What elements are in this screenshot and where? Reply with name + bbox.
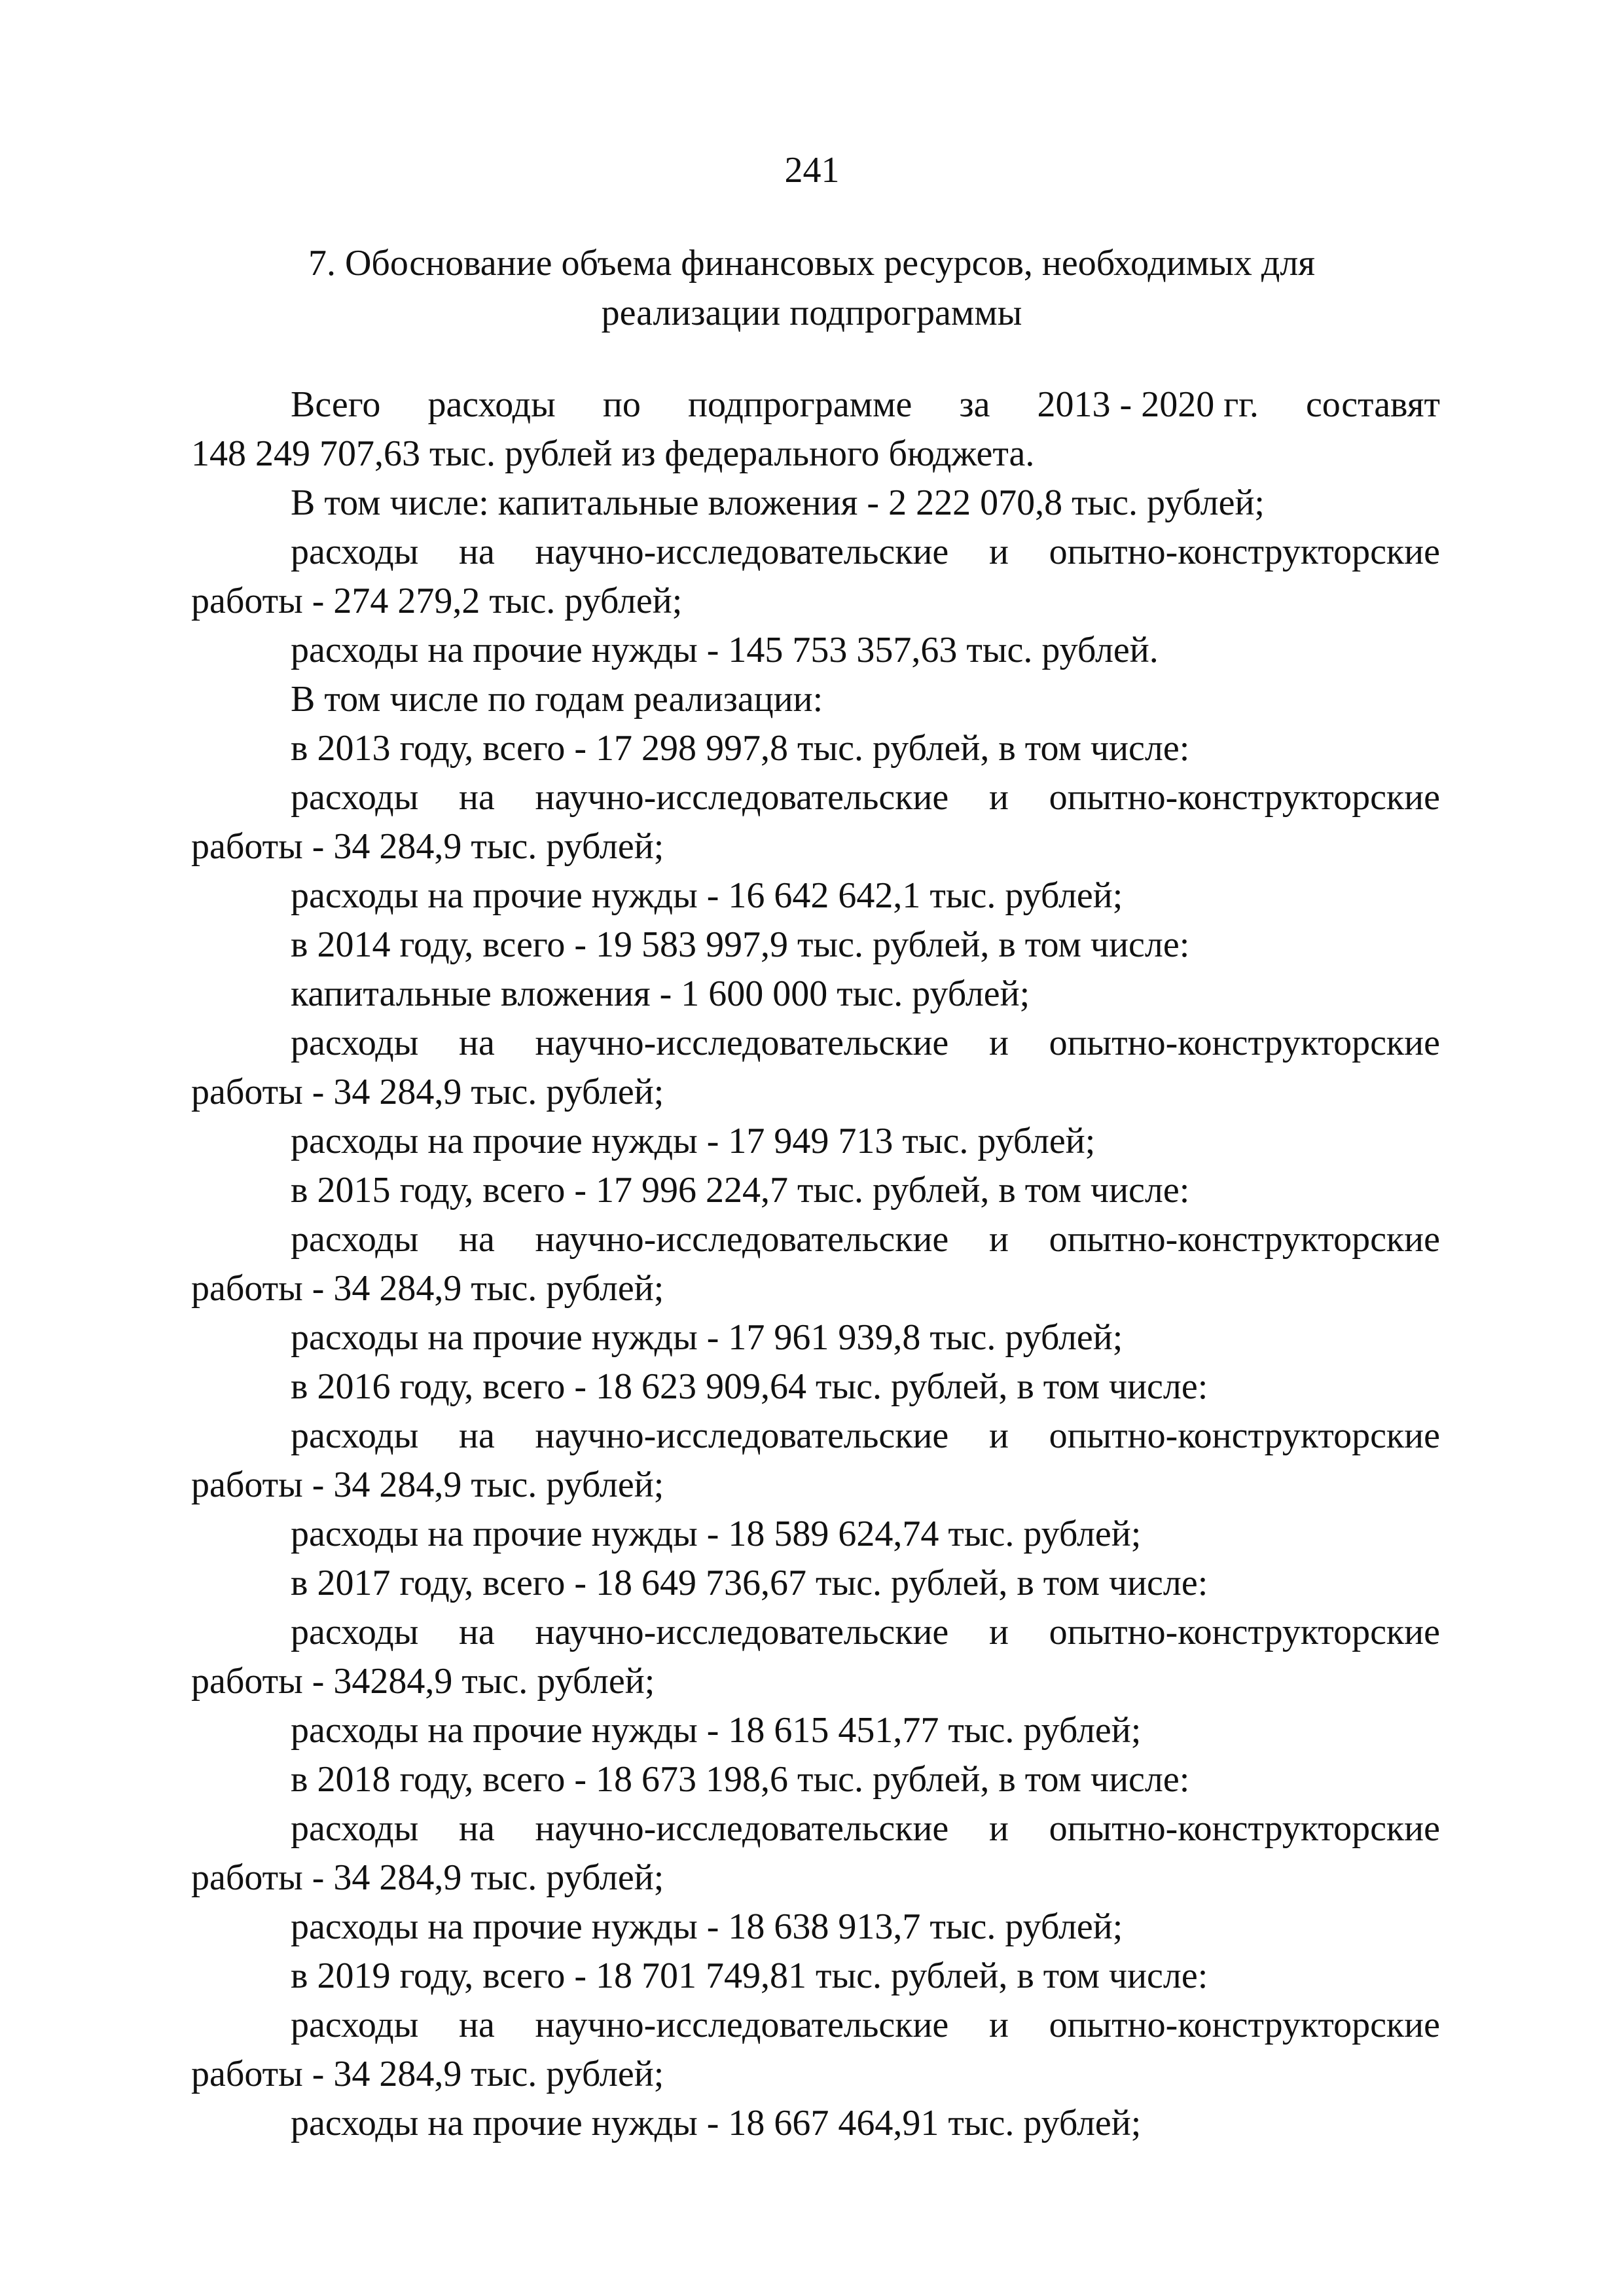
- intro-line-1: [191, 380, 1440, 429]
- word: опытно-конструкторские: [1049, 777, 1440, 818]
- year-2013-other: расходы на прочие нужды - 16 642 642,1 тыс. рублей;: [291, 875, 1123, 916]
- year-2017-rnd: [191, 1607, 1440, 1656]
- word: на: [459, 1808, 495, 1849]
- section-heading-line-2: реализации подпрограммы: [601, 293, 1022, 333]
- word: расходы: [291, 1219, 419, 1260]
- intro-line-7: В том числе по годам реализации:: [291, 679, 823, 720]
- word: опытно-конструкторские: [1049, 1612, 1440, 1652]
- word: и: [988, 1808, 1009, 1849]
- year-2014-other: расходы на прочие нужды - 17 949 713 тыс. рублей;: [291, 1121, 1096, 1161]
- year-2015-other: расходы на прочие нужды - 17 961 939,8 тыс. рублей;: [291, 1317, 1123, 1358]
- word: и: [988, 1023, 1009, 1063]
- word: за: [959, 384, 990, 425]
- year-2016-rnd-works: работы - 34 284,9 тыс. рублей;: [191, 1465, 664, 1505]
- word: и: [988, 2005, 1009, 2045]
- year-2013-total: в 2013 году, всего - 17 298 997,8 тыс. рублей, в том числе:: [291, 728, 1190, 769]
- word: на: [459, 2005, 495, 2045]
- year-2018-other: расходы на прочие нужды - 18 638 913,7 тыс. рублей;: [291, 1906, 1123, 1947]
- intro-line-5: работы - 274 279,2 тыс. рублей;: [191, 581, 683, 621]
- year-2015-rnd-works: работы - 34 284,9 тыс. рублей;: [191, 1268, 664, 1309]
- word: научно-исследовательские: [535, 1219, 949, 1260]
- word: по: [602, 384, 641, 425]
- intro-line-6: расходы на прочие нужды - 145 753 357,63 тыс. рублей.: [291, 630, 1159, 670]
- word: научно-исследовательские: [535, 532, 949, 572]
- word: составят: [1305, 384, 1440, 425]
- year-2016-total: в 2016 году, всего - 18 623 909,64 тыс. рублей, в том числе:: [291, 1366, 1208, 1407]
- word: и: [988, 1415, 1009, 1456]
- word: подпрограмме: [687, 384, 912, 425]
- word: на: [459, 777, 495, 818]
- word: опытно-конструкторские: [1049, 1219, 1440, 1260]
- word: и: [988, 1612, 1009, 1652]
- word: Всего: [291, 384, 381, 425]
- intro-line-3: В том числе: капитальные вложения - 2 222 070,8 тыс. рублей;: [291, 483, 1265, 523]
- body-text: [191, 380, 1440, 2147]
- word: расходы: [427, 384, 556, 425]
- word: научно-исследовательские: [535, 1808, 949, 1849]
- year-2018-total: в 2018 году, всего - 18 673 198,6 тыс. рублей, в том числе:: [291, 1759, 1190, 1800]
- word: на: [459, 1219, 495, 1260]
- word: научно-исследовательские: [535, 1415, 949, 1456]
- year-2019-other: расходы на прочие нужды - 18 667 464,91 тыс. рублей;: [291, 2103, 1142, 2143]
- year-2014-rnd: [191, 1018, 1440, 1067]
- year-2017-rnd-works: работы - 34284,9 тыс. рублей;: [191, 1661, 655, 1702]
- word: опытно-конструкторские: [1049, 1808, 1440, 1849]
- year-2018-rnd: [191, 1804, 1440, 1853]
- word: расходы: [291, 532, 419, 572]
- year-2017-total: в 2017 году, всего - 18 649 736,67 тыс. рублей, в том числе:: [291, 1563, 1208, 1603]
- year-2016-other: расходы на прочие нужды - 18 589 624,74 тыс. рублей;: [291, 1514, 1142, 1554]
- word: научно-исследовательские: [535, 777, 949, 818]
- word: научно-исследовательские: [535, 1612, 949, 1652]
- year-2016-rnd: [191, 1411, 1440, 1460]
- word: опытно-конструкторские: [1049, 1023, 1440, 1063]
- word: расходы: [291, 1612, 419, 1652]
- word: расходы: [291, 1023, 419, 1063]
- word: опытно-конструкторские: [1049, 2005, 1440, 2045]
- section-heading-line-1: 7. Обоснование объема финансовых ресурсов, необходимых для: [308, 243, 1316, 283]
- word: расходы: [291, 1415, 419, 1456]
- word: расходы: [291, 777, 419, 818]
- word: и: [988, 1219, 1009, 1260]
- intro-line-2: 148 249 707,63 тыс. рублей из федерального бюджета.: [191, 433, 1035, 474]
- year-2017-other: расходы на прочие нужды - 18 615 451,77 тыс. рублей;: [291, 1710, 1142, 1751]
- year-2015-total: в 2015 году, всего - 17 996 224,7 тыс. рублей, в том числе:: [291, 1170, 1190, 1211]
- word: на: [459, 1612, 495, 1652]
- year-2018-rnd-works: работы - 34 284,9 тыс. рублей;: [191, 1857, 664, 1898]
- page-number: 241: [784, 150, 840, 191]
- word: научно-исследовательские: [535, 1023, 949, 1063]
- year-2019-total: в 2019 году, всего - 18 701 749,81 тыс. рублей, в том числе:: [291, 1956, 1208, 1996]
- year-2014-rnd-works: работы - 34 284,9 тыс. рублей;: [191, 1072, 664, 1112]
- word: на: [459, 1415, 495, 1456]
- intro-line-4: [191, 527, 1440, 576]
- word: опытно-конструкторские: [1049, 532, 1440, 572]
- year-2014-capital: капитальные вложения - 1 600 000 тыс. рублей;: [291, 974, 1030, 1014]
- year-2019-rnd: [191, 2000, 1440, 2049]
- year-2015-rnd: [191, 1214, 1440, 1264]
- word: расходы: [291, 1808, 419, 1849]
- word: на: [459, 1023, 495, 1063]
- year-2013-rnd-works: работы - 34 284,9 тыс. рублей;: [191, 826, 664, 867]
- word: 2013 - 2020 гг.: [1037, 384, 1259, 425]
- word: и: [988, 777, 1009, 818]
- word: расходы: [291, 2005, 419, 2045]
- word: опытно-конструкторские: [1049, 1415, 1440, 1456]
- word: и: [988, 532, 1009, 572]
- word: на: [459, 532, 495, 572]
- year-2014-total: в 2014 году, всего - 19 583 997,9 тыс. рублей, в том числе:: [291, 924, 1190, 965]
- year-2013-rnd: [191, 773, 1440, 822]
- section-heading: [255, 238, 1368, 338]
- year-2019-rnd-works: работы - 34 284,9 тыс. рублей;: [191, 2054, 664, 2094]
- word: научно-исследовательские: [535, 2005, 949, 2045]
